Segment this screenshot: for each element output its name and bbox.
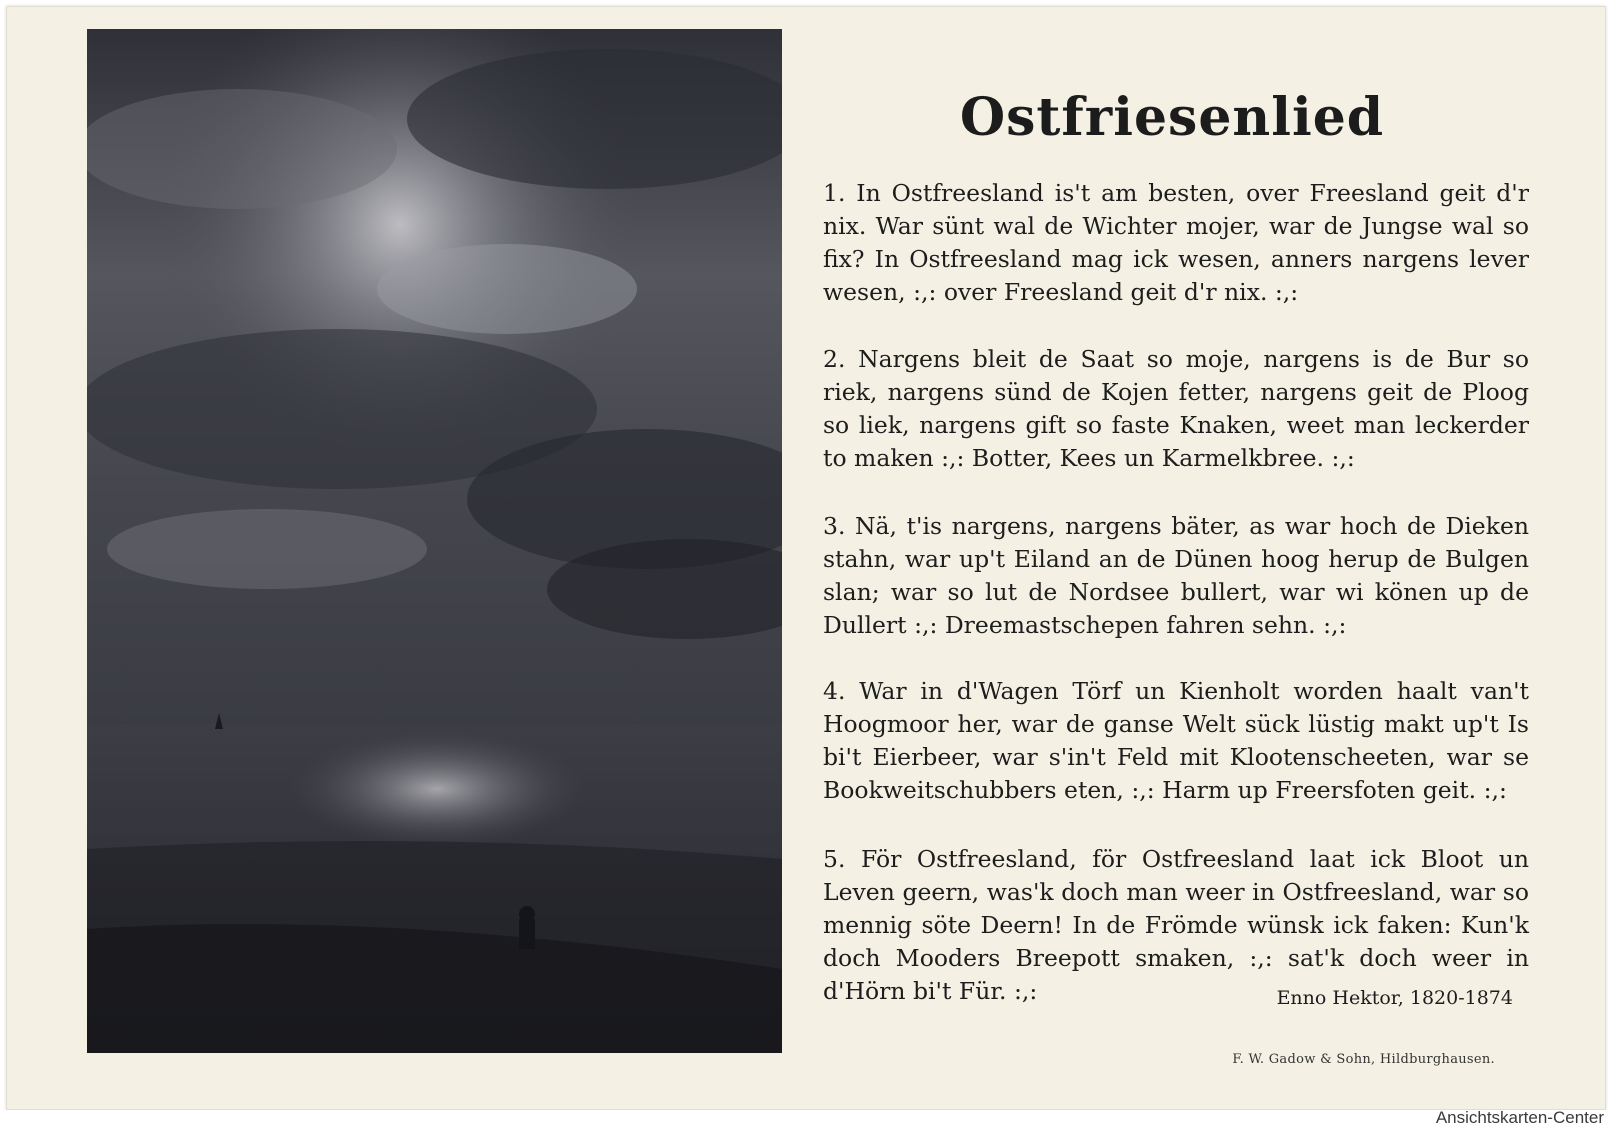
seascape-photo	[87, 29, 782, 1053]
printer-credit: F. W. Gadow & Sohn, Hildburghausen.	[1232, 1052, 1495, 1067]
author-credit: Enno Hektor, 1820-1874	[1276, 987, 1513, 1009]
postcard	[6, 6, 1606, 1110]
stanza-4: 4. War in d'Wagen Törf un Kienholt worden haalt van't Hoogmoor her, war de ganse Welt sück lüstig makt up't Is bi't Eierbeer, war s'in't Feld mit Klootenscheeten, war se Bookweitschubbers eten, :,: Harm up Freersfoten geit. :,:	[823, 677, 1529, 804]
stanza-3: 3. Nä, t'is nargens, nargens bäter, as war hoch de Dieken stahn, war up't Eiland an de Dünen hoog herup de Bulgen slan; war so lut de Nordsee bullert, war wi könen up de Dullert :,: Dreemastschepen fahren sehn. :,:	[823, 512, 1529, 639]
stanza-5: 5. För Ostfreesland, för Ostfreesland laat ick Bloot un Leven geern, was'k doch man weer in Ostfreesland, war so mennig söte Deern! In de Frömde wünsk ick faken: Kun'k doch Mooders Breepott smaken, :,: sat'k doch weer in d'Hörn bi't Für. :,:	[823, 845, 1529, 1005]
footer-bar	[0, 1110, 1614, 1131]
stanza-1: 1. In Ostfreesland is't am besten, over Freesland geit d'r nix. War sünt wal de Wichter mojer, war de Jungse wal so fix? In Ostfreesland mag ick wesen, anners nargens lever wesen, :,: over Freesland geit d'r nix. :,:	[823, 179, 1529, 306]
stanza-2: 2. Nargens bleit de Saat so moje, nargens is de Bur so riek, nargens sünd de Kojen fetter, nargens geit de Ploog so liek, nargens gift so faste Knaken, weet man leckerder to maken :,: Botter, Kees un Karmelkbree. :,:	[823, 345, 1529, 472]
watermark: Ansichtskarten-Center	[1435, 1108, 1604, 1127]
song-title: Ostfriesenlied	[959, 87, 1385, 148]
sea-at-dusk-illustration	[87, 29, 782, 1053]
